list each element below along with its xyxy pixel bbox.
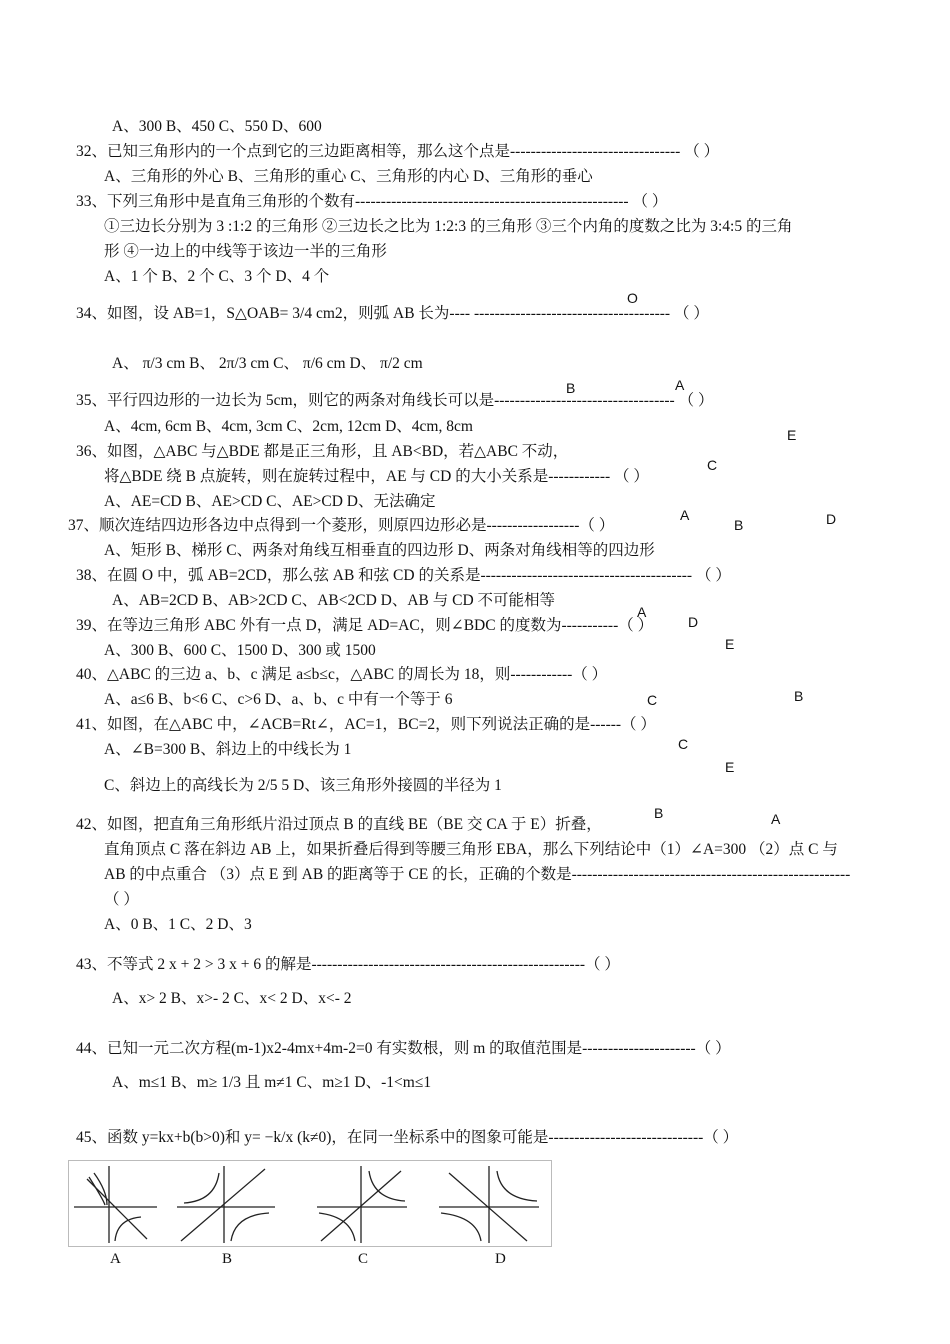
q41-options-2: C、斜边上的高线长为 2/5 5 D、该三角形外接圆的半径为 1 xyxy=(104,777,502,794)
fig-label-d: D xyxy=(688,614,699,630)
q38-stem: 38、在圆 O 中，弧 AB=2CD，那么弦 AB 和弦 CD 的关系是----------------------------------------- （ ） xyxy=(76,567,731,584)
q42-stem-2: 直角顶点 C 落在斜边 AB 上，如果折叠后得到等腰三角形 EBA，那么下列结论中（1）∠A=300 （2）点 C 与 xyxy=(104,841,838,858)
fig-label-a: A xyxy=(637,604,647,620)
q42-options: A、0 B、1 C、2 D、3 xyxy=(104,916,252,933)
q40-options: A、a≤6 B、b<6 C、c>6 D、a、b、c 中有一个等于 6 xyxy=(104,691,453,708)
q33-stem: 33、下列三角形中是直角三角形的个数有----------------------------------------------------- （ ） xyxy=(76,193,668,210)
q37-options: A、矩形 B、梯形 C、两条对角线互相垂直的四边形 D、两条对角线相等的四边形 xyxy=(104,542,655,559)
q45-graphs-svg xyxy=(69,1161,551,1246)
fig-label-e: E xyxy=(725,636,735,652)
q41-options-1: A、∠B=300 B、斜边上的中线长为 1 xyxy=(104,741,352,758)
q34-stem: 34、如图，设 AB=1，S△OAB= 3/4 cm2，则弧 AB 长为---- -------------------------------------- （ ） xyxy=(76,305,709,322)
fig-label-b: B xyxy=(654,805,664,821)
q38-options: A、AB=2CD B、AB>2CD C、AB<2CD D、AB 与 CD 不可能相等 xyxy=(112,592,556,609)
graph-caption-d: D xyxy=(495,1251,506,1267)
q35-options: A、4cm, 6cm B、4cm, 3cm C、2cm, 12cm D、4cm, 8cm xyxy=(104,418,473,435)
graph-b xyxy=(177,1166,275,1243)
q34-options: A、 π/3 cm B、 2π/3 cm C、 π/6 cm D、 π/2 cm xyxy=(112,355,423,372)
graph-caption-c: C xyxy=(358,1251,369,1267)
fig-label-e: E xyxy=(725,759,735,775)
q40-stem: 40、△ABC 的三边 a、b、c 满足 a≤b≤c，△ABC 的周长为 18，则------------（ ） xyxy=(76,666,608,683)
fig-label-c: C xyxy=(707,457,718,473)
q36-stem-2: 将△BDE 绕 B 点旋转，则在旋转过程中，AE 与 CD 的大小关系是------------ （ ） xyxy=(104,468,649,485)
fig-label-e: E xyxy=(787,427,797,443)
graph-caption-a: A xyxy=(110,1251,121,1267)
fig-label-a: A xyxy=(675,377,685,393)
q43-stem: 43、不等式 2 x + 2 > 3 x + 6 的解是-----------------------------------------------------（ ） xyxy=(76,956,620,973)
q32-options: A、三角形的外心 B、三角形的重心 C、三角形的内心 D、三角形的垂心 xyxy=(104,168,593,185)
q44-options: A、m≤1 B、m≥ 1/3 且 m≠1 C、m≥1 D、-1<m≤1 xyxy=(112,1074,432,1091)
q36-stem-1: 36、如图，△ABC 与△BDE 都是正三角形，且 AB<BD，若△ABC 不动， xyxy=(76,443,569,460)
q32-stem: 32、已知三角形内的一个点到它的三边距离相等，那么这个点是--------------------------------- （ ） xyxy=(76,143,720,160)
graph-caption-b: B xyxy=(222,1251,233,1267)
q42-stem-1: 42、如图，把直角三角形纸片沿过顶点 B 的直线 BE（BE 交 CA 于 E）折叠， xyxy=(76,816,602,833)
fig-label-b: B xyxy=(794,688,804,704)
q45-stem: 45、函数 y=kx+b(b>0)和 y= −k/x (k≠0)，在同一坐标系中的图象可能是------------------------------（ ） xyxy=(76,1129,739,1146)
q36-options: A、AE=CD B、AE>CD C、AE>CD D、无法确定 xyxy=(104,493,436,510)
fig-label-d: D xyxy=(826,511,837,527)
fig-label-a: A xyxy=(680,507,690,523)
q33-items-1: ①三边长分别为 3 :1:2 的三角形 ②三边长之比为 1:2:3 的三角形 ③三个内角的度数之比为 3:4:5 的三角 xyxy=(104,218,793,235)
q37-stem: 37、顺次连结四边形各边中点得到一个菱形，则原四边形必是------------------（ ） xyxy=(68,517,615,534)
q42-bracket: （ ） xyxy=(104,891,139,908)
q35-stem: 35、平行四边形的一边长为 5cm，则它的两条对角线长可以是----------------------------------- （ ） xyxy=(76,392,714,409)
graph-a xyxy=(74,1166,157,1243)
graph-d xyxy=(439,1166,539,1243)
q41-stem: 41、如图，在△ABC 中，∠ACB=Rt∠，AC=1，BC=2，则下列说法正确的是------（ ） xyxy=(76,716,656,733)
q33-items-2: 形 ④一边上的中线等于该边一半的三角形 xyxy=(104,243,387,260)
fig-label-o: O xyxy=(627,290,638,306)
q39-stem: 39、在等边三角形 ABC 外有一点 D，满足 AD=AC，则∠BDC 的度数为-----------（ ） xyxy=(76,617,654,634)
q31-options: A、300 B、450 C、550 D、600 xyxy=(112,118,322,135)
q33-options: A、1 个 B、2 个 C、3 个 D、4 个 xyxy=(104,268,330,285)
fig-label-b: B xyxy=(566,380,576,396)
fig-label-c: C xyxy=(678,736,689,752)
fig-label-c: C xyxy=(647,692,658,708)
q42-stem-3: AB 的中点重合 （3）点 E 到 AB 的距离等于 CE 的长，正确的个数是------------------------------------------------------ xyxy=(104,866,851,883)
q44-stem: 44、已知一元二次方程(m-1)x2-4mx+4m-2=0 有实数根，则 m 的取值范围是----------------------（ ） xyxy=(76,1040,731,1057)
q45-graphs xyxy=(68,1160,552,1247)
graph-c xyxy=(317,1166,407,1243)
q43-options: A、x> 2 B、x>- 2 C、x< 2 D、x<- 2 xyxy=(112,990,352,1007)
fig-label-a: A xyxy=(771,811,781,827)
q39-options: A、300 B、600 C、1500 D、300 或 1500 xyxy=(104,642,376,659)
fig-label-b: B xyxy=(734,517,744,533)
